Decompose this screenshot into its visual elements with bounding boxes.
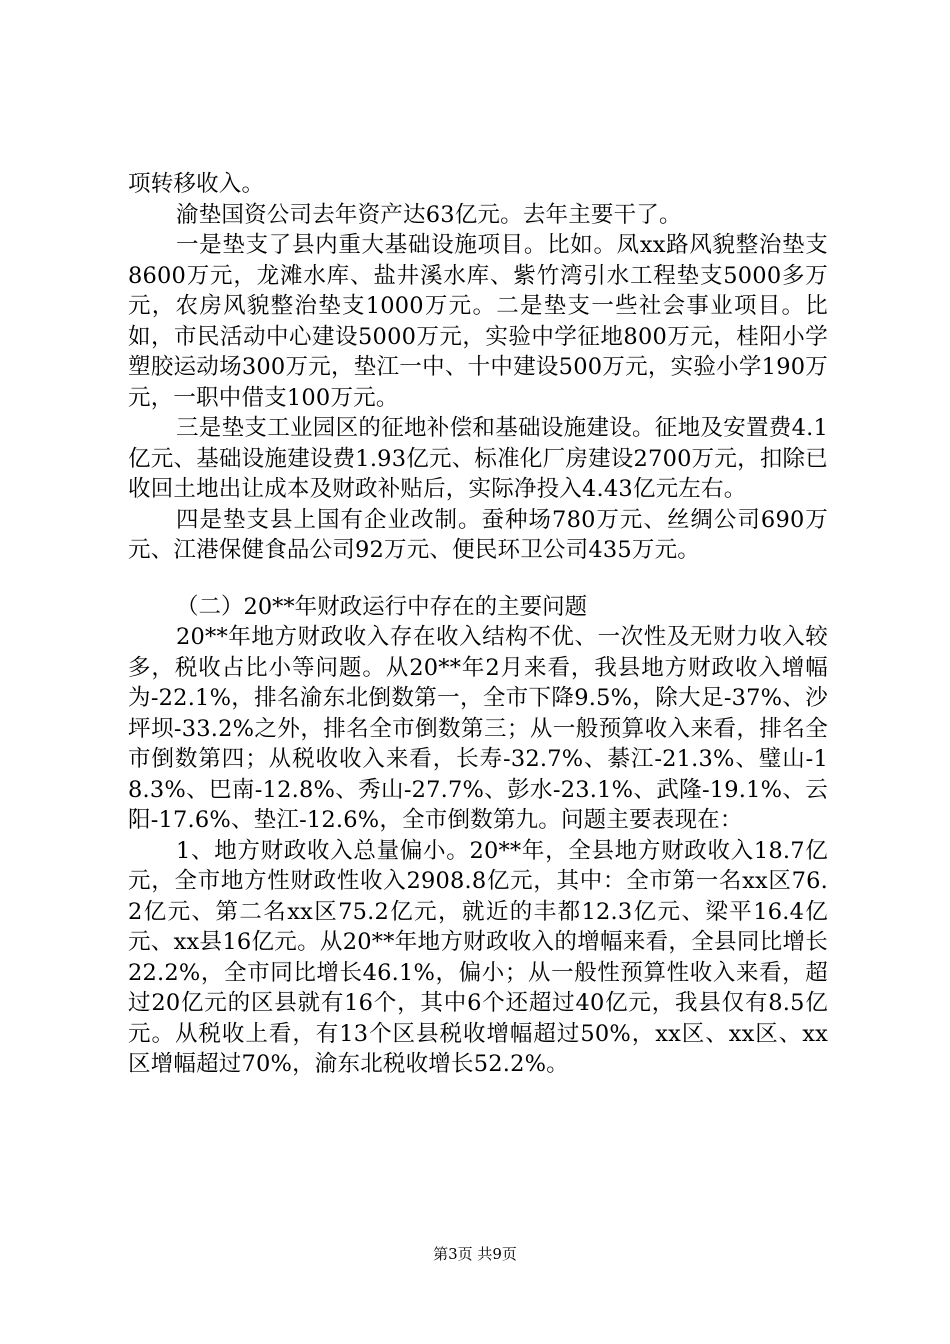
paragraph-industrial-park: 三是垫支工业园区的征地补偿和基础设施建设。征地及安置费4.1亿元、基础设施建设费1.93亿元、标准化厂房建设2700万元，扣除已收回土地出让成本及财政补贴后，实际净投入4.43亿元左右。 (128, 415, 828, 502)
paragraph-continuation: 项转移收入。 (128, 171, 265, 197)
paragraph-infrastructure: 一是垫支了县内重大基础设施项目。比如。凤xx路风貌整治垫支8600万元，龙滩水库、盐井溪水库、紫竹湾引水工程垫支5000多万元，农房风貌整治垫支1000万元。二是垫支一些社会事业项目。比如，市民活动中心建设5000万元，实验中学征地800万元，桂阳小学塑胶运动场300万元，垫江一中、十中建设500万元，实验小学190万元，一职中借支100万元。 (128, 232, 828, 411)
paragraph-assets: 渝垫国资公司去年资产达63亿元。去年主要干了。 (176, 201, 682, 228)
document-body (128, 169, 828, 1080)
page-number-footer: 第3页 共9页 (433, 1245, 517, 1263)
section-heading: （二）20**年财政运行中存在的主要问题 (176, 593, 588, 620)
paragraph-revenue-problems: 20**年地方财政收入存在收入结构不优、一次性及无财力收入较多，税收占比小等问题。从20**年2月来看，我县地方财政收入增幅为-22.1%，排名渝东北倒数第一，全市下降9.5%，除大足-37%、沙坪坝-33.2%之外，排名全市倒数第三；从一般预算收入来看，排名全市倒数第四；从税收收入来看，长寿-32.7%、綦江-21.3%、璧山-18.3%、巴南-12.8%、秀山-27.7%、彭水-23.1%、武隆-19.1%、云阳-17.6%、垫江-12.6%，全市倒数第九。问题主要表现在： (128, 624, 828, 833)
paragraph-enterprise-reform: 四是垫支县上国有企业改制。蚕种场780万元、丝绸公司690万元、江港保健食品公司92万元、便民环卫公司435万元。 (128, 506, 828, 563)
paragraph-revenue-total: 1、地方财政收入总量偏小。20**年，全县地方财政收入18.7亿元，全市地方性财政性收入2908.8亿元，其中：全市第一名xx区76.2亿元、第二名xx区75.2亿元，就近的丰都12.3亿元、梁平16.4亿元、xx县16亿元。从20**年地方财政收入的增幅来看，全县同比增长22.2%，全市同比增长46.1%，偏小；从一般性预算性收入来看，超过20亿元的区县就有16个，其中6个还超过40亿元，我县仅有8.5亿元。从税收上看，有13个区县税收增幅超过50%，xx区、xx区、xx区增幅超过70%，渝东北税收增长52.2%。 (128, 837, 828, 1077)
